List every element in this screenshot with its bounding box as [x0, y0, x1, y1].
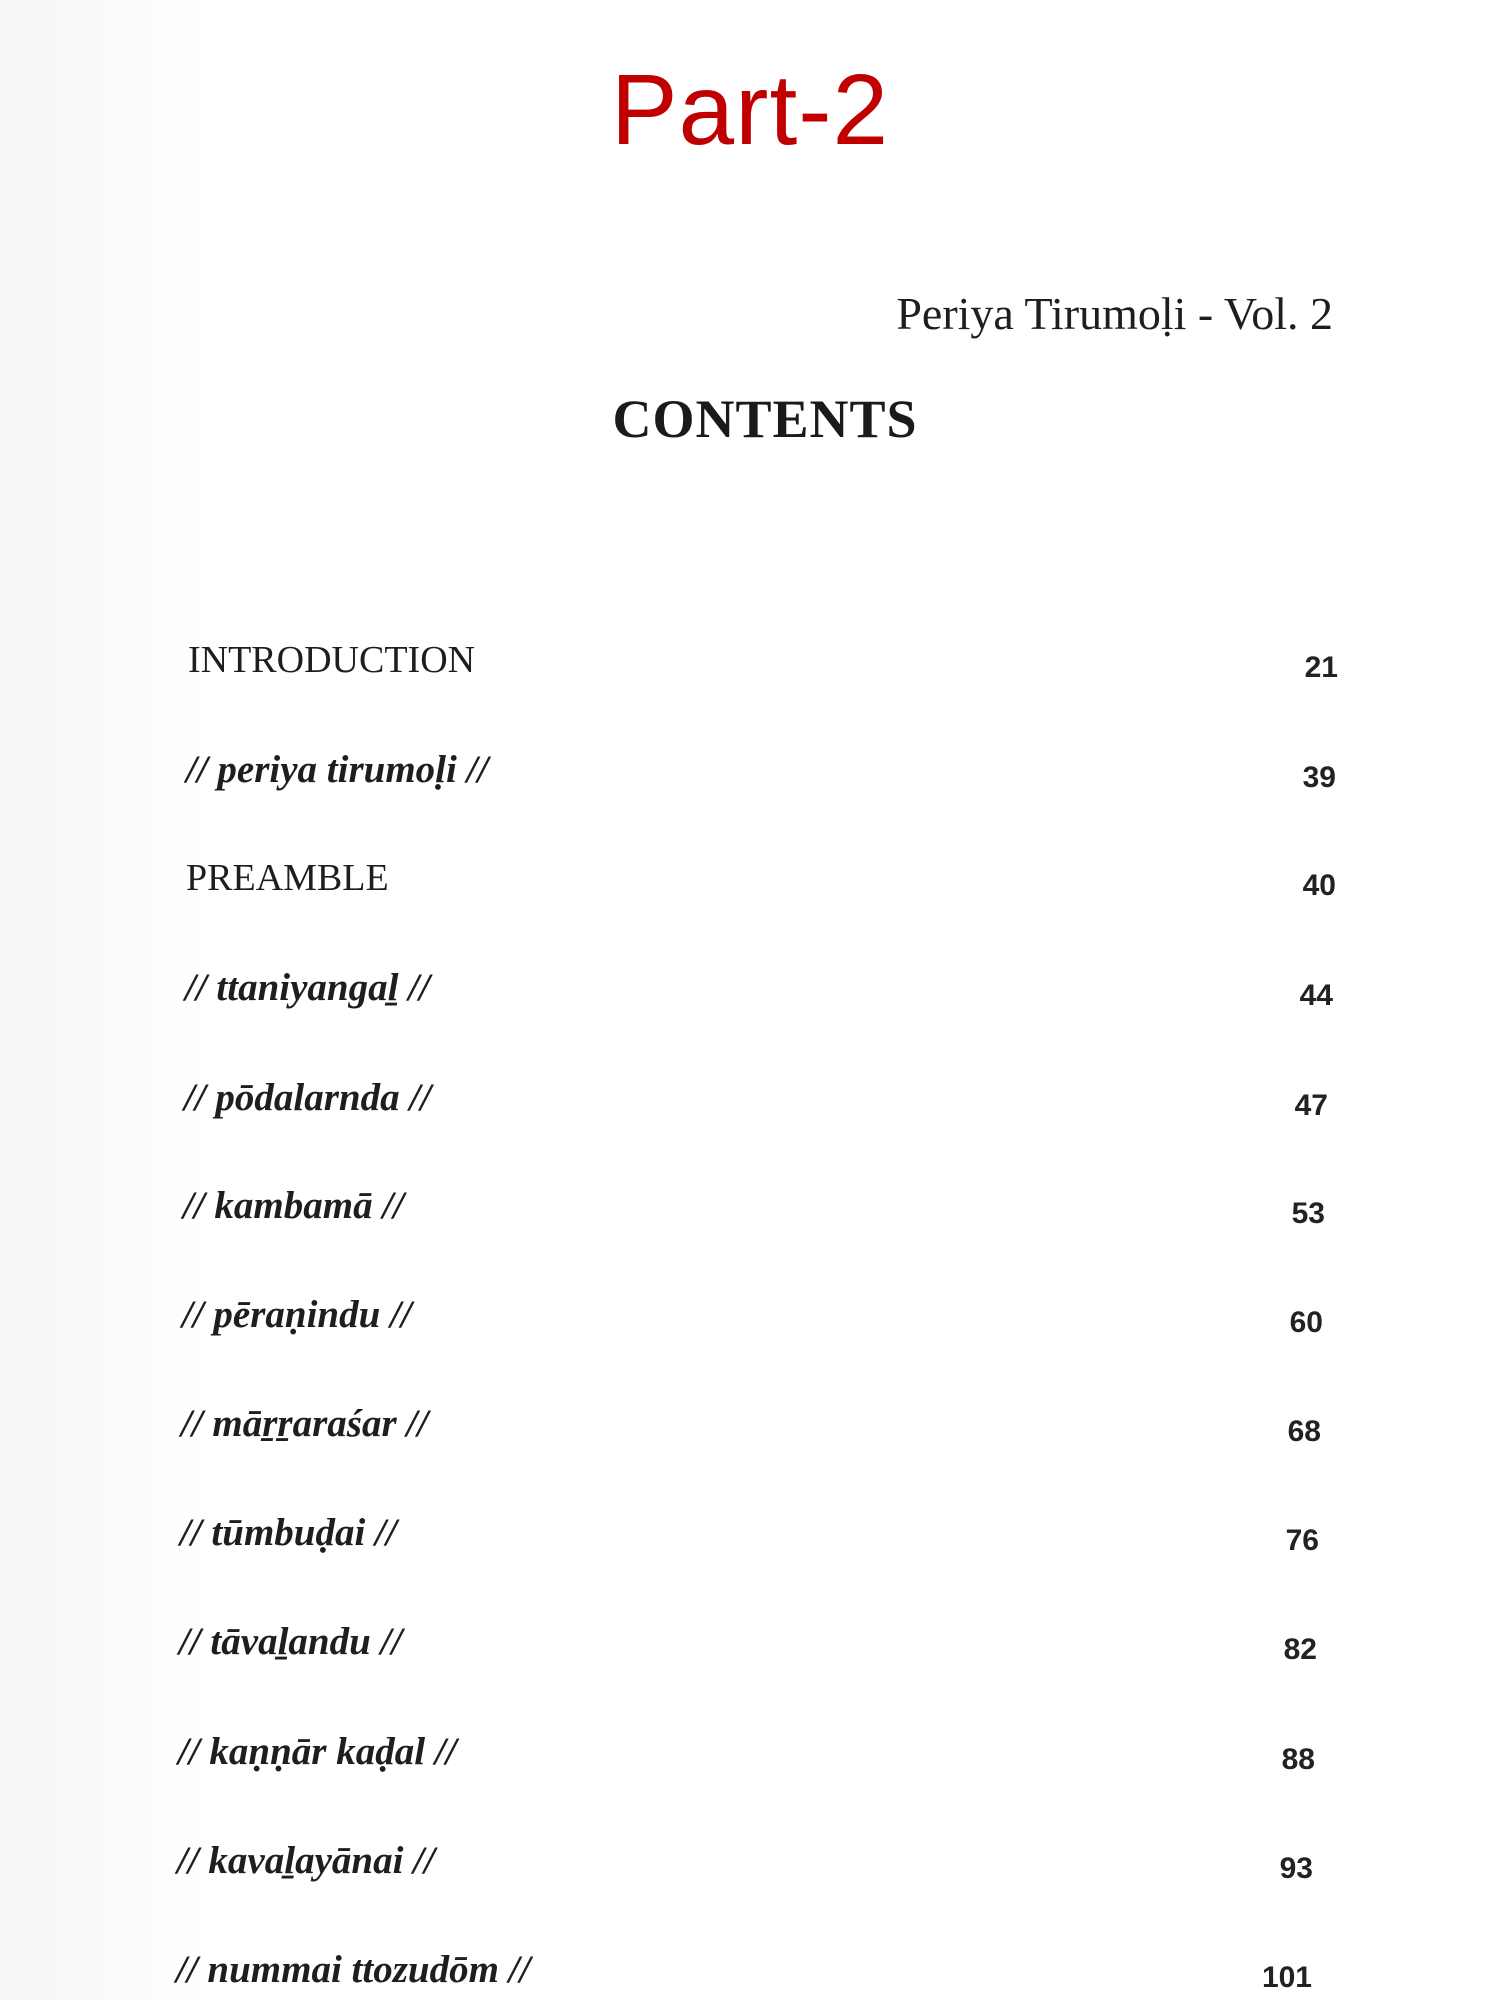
toc-entry-title: // nummai ttozudōm //: [176, 1948, 531, 1991]
toc-entry: [180, 1503, 1330, 1563]
toc-entry-title: // periya tirumoḷi //: [186, 748, 489, 791]
toc-entry-page: 60: [1289, 1306, 1323, 1339]
toc-entry-title: // pēraṇindu //: [182, 1293, 412, 1336]
toc-entry: [181, 1394, 1331, 1454]
toc-entry-title: // kavaḻayānai //: [177, 1839, 435, 1882]
toc-entry: [185, 958, 1335, 1018]
toc-entry-page: 68: [1287, 1415, 1321, 1448]
toc-entry: [176, 1940, 1326, 2000]
toc-entry-page: 21: [1304, 651, 1338, 684]
toc-entry-page: 53: [1291, 1197, 1325, 1230]
toc-entry: [177, 1831, 1327, 1891]
toc-entry-page: 47: [1294, 1089, 1328, 1122]
toc-entry-title: PREAMBLE: [186, 857, 389, 899]
toc-entry-page: 76: [1285, 1524, 1319, 1557]
volume-title: Periya Tirumoḷi - Vol. 2: [896, 288, 1333, 339]
contents-heading: CONTENTS: [612, 389, 918, 449]
toc-entry: [188, 630, 1338, 690]
part-heading: Part-2: [610, 54, 890, 166]
toc-entry-page: 39: [1302, 761, 1336, 794]
toc-entry: [179, 1612, 1329, 1672]
toc-entry-title: // kaṇṇār kaḍal //: [178, 1730, 457, 1773]
toc-entry: [178, 1722, 1328, 1782]
toc-entry-title: // tūmbuḍai //: [180, 1511, 397, 1554]
toc-entry-title: // ttaniyangaḻ //: [185, 966, 430, 1009]
toc-entry: [186, 848, 1336, 908]
toc-entry-title: // kambamā //: [183, 1184, 405, 1227]
toc-entry-page: 93: [1279, 1852, 1313, 1885]
toc-entry: [186, 740, 1336, 800]
toc-entry-page: 82: [1283, 1633, 1317, 1666]
toc-entry-page: 44: [1299, 979, 1333, 1012]
toc-entry-page: 40: [1302, 869, 1336, 902]
toc-entry: [182, 1285, 1332, 1345]
toc-entry-title: // tāvaḻandu //: [179, 1620, 403, 1663]
toc-entry: [184, 1068, 1334, 1128]
toc-entry: [183, 1176, 1333, 1236]
toc-entry-title: INTRODUCTION: [188, 639, 476, 681]
toc-entry-title: // māṟṟaraśar //: [181, 1402, 429, 1445]
toc-entry-title: // pōdalarnda //: [184, 1076, 432, 1119]
toc-entry-page: 88: [1281, 1743, 1315, 1776]
toc-entry-page: 101: [1261, 1961, 1312, 1994]
